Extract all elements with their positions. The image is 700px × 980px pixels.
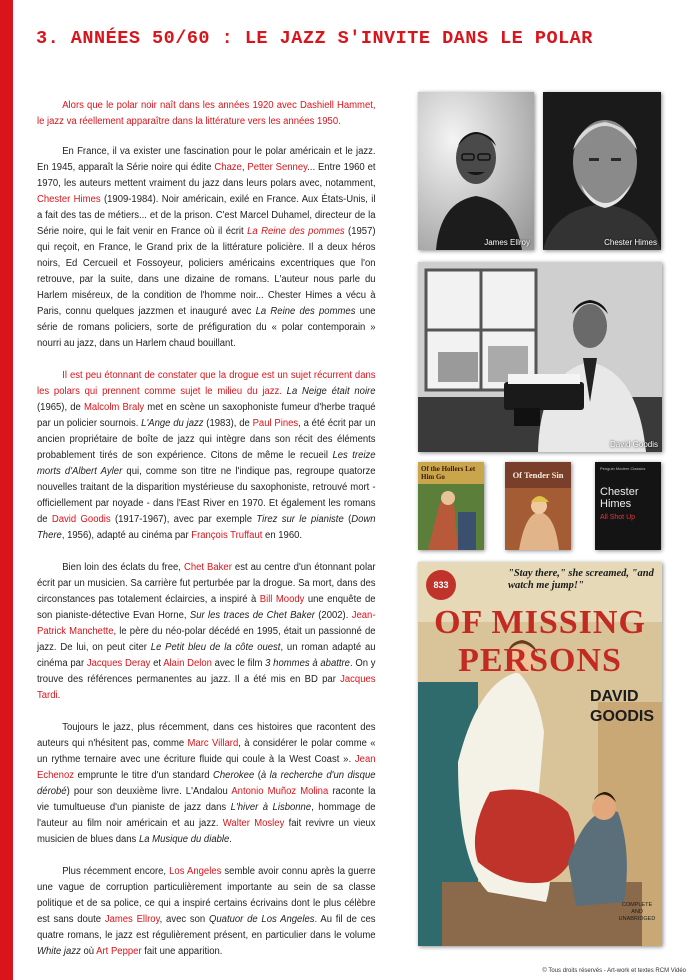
link-paul-pines[interactable]: Paul Pines: [252, 418, 299, 429]
photo-caption: David Goodis: [609, 440, 658, 449]
link-jean-patrick-manchette[interactable]: Jean-Patrick Manchette: [37, 610, 376, 637]
cover-title: All Shot Up: [600, 514, 636, 521]
poster-badge: 833: [426, 570, 456, 600]
photo-david-goodis: [418, 262, 662, 452]
poster-of-missing-persons: [418, 562, 662, 946]
photo-james-ellroy: [418, 92, 534, 250]
paragraph-5: Plus récemment encore, Los Angeles semble avoir connu après la guerre une vague de corruption particulièrement importante au sein de sa classe politique et de sa police, ce qui a inspiré certains écrivains dont le plus célèbre est sans doute James Ellroy, avec son Quatuor de Los Angeles. Au fil de ces quatre romans, le jazz est régulièrement présent, en particulier dans le volume White jazz où Art Pepper fait une apparition.: [37, 866, 376, 957]
left-accent-bar: [0, 0, 13, 980]
paragraph-3: Bien loin des éclats du free, Chet Baker est au centre d'un étonnant polar écrit par un musicien. Sa carrière fut perturbée par la drogue. Sa mort, dans des circonstances pas totalement éclaircies, a inspiré à Bill Moody une enquête de son pianiste-détective Evan Horne, Sur les traces de Chet Baker (2002). Jean-Patrick Manchette, le père du néo-polar décédé en 1995, était un passionné de jazz. De lui, on peut citer Le Petit bleu de la côte ouest, un roman adapté au cinéma par Jacques Deray et Alain Delon avec le film 3 hommes à abattre. On y trouve des références permanentes au jazz. Il a été mis en BD par Jacques Tardi.: [37, 562, 376, 701]
photo-chester-himes: [543, 92, 661, 250]
book-cover-3: [595, 462, 661, 550]
paragraph-4: Toujours le jazz, plus récemment, dans ces histoires que racontent des auteurs qui n'hésitent pas, comme Marc Villard, à considérer le polar comme « un rythme ternaire avec une écriture fluide qui coule à la West Coast ». Jean Echenoz emprunte le titre d'un standard Cherokee (à la recherche d'un disque dérobé) pour son deuxième livre. L'Andalou Antonio Muñoz Molina raconte la vie tumultueuse d'un pianiste de jazz dans L'hiver à Lisbonne, hommage de l'auteur au film noir américain et au jazz. Walter Mosley fait revivre un vieux musicien de blues dans La Musique du diable.: [37, 722, 376, 845]
poster-title-line2: PERSONS: [458, 642, 622, 679]
cover-publisher-tag: Penguin Modern Classics: [600, 466, 646, 471]
book-cover-2: [505, 462, 571, 550]
poster-author-line1: DAVID: [590, 688, 639, 705]
link-alain-delon[interactable]: Alain Delon: [163, 658, 212, 669]
cover-title: Of Tender Sin: [512, 470, 564, 480]
link-francois-truffaut[interactable]: François Truffaut: [191, 530, 263, 541]
link-reine-des-pommes[interactable]: La Reine des pommes: [247, 226, 345, 237]
poster-note-line2: AND: [631, 909, 643, 915]
book-title: La Reine des pommes: [255, 306, 356, 317]
poster-note-line1: COMPLETE: [621, 902, 653, 908]
portrait-image: [418, 262, 662, 452]
poster-quote: "Stay there," she screamed, "and watch me jump!": [508, 568, 654, 591]
link-malcolm-braly[interactable]: Malcolm Braly: [83, 402, 145, 413]
link-bill-moody[interactable]: Bill Moody: [259, 594, 305, 605]
photo-caption: Chester Himes: [604, 238, 657, 247]
link-jacques-tardi[interactable]: Jacques Tardi: [37, 674, 376, 701]
page-title: 3. ANNÉES 50/60 : LE JAZZ S'INVITE DANS LE POLAR: [36, 28, 593, 49]
cover-author: Chester Himes: [600, 486, 639, 510]
poster-note-line3: UNABRIDGED: [618, 916, 656, 922]
intro-paragraph: Alors que le polar noir naît dans les années 1920 avec Dashiell Hammet, le jazz va réellement apparaître dans la littérature vers les années 1950.: [37, 100, 376, 127]
book-cover-1: [418, 462, 484, 550]
link-james-ellroy[interactable]: James Ellroy: [104, 914, 160, 925]
link-chaze[interactable]: Chaze: [214, 162, 242, 173]
link-los-angeles[interactable]: Los Angeles: [169, 866, 222, 877]
link-walter-mosley[interactable]: Walter Mosley: [222, 818, 285, 829]
link-antonio-munoz-molina[interactable]: Antonio Muñoz Molina: [231, 786, 329, 797]
portrait-image: [418, 92, 534, 250]
paragraph-1: En France, il va exister une fascination pour le polar américain et le jazz. En 1945, apparaît la Série noire qui édite Chaze, Petter Senney... Entre 1960 et 1970, les auteurs mettent vraiment du jazz dans leurs polars avec, notamment, Chester Himes (1909-1984). Noir américain, exilé en France. Aux États-Unis, il a fait des tas de métiers... et de la prison. C'est Marcel Duhamel, directeur de la Série noire, qui le fait venir en France où il écrit La Reine des pommes (1957) qui reçoit, en France, le Grand prix de la littérature policière. Il a deux héros noirs, Ed Cercueil et Fossoyeur, policiers américains excentriques que l'on retrouve, par la suite, dans une dizaine de romans. L'auteur nous parle du Harlem miséreux, de la condition de l'homme noir... Chester Himes a vécu à Paris, connu quelques jazzmen et inauguré avec La Reine des pommes une série de romans policiers, sorte de préfiguration du « polar contemporain » nourri au jazz, dans un Harlem chaud bouillant.: [37, 146, 376, 349]
copyright-footer: © Tous droits réservés - Art-work et textes RCM Vidéo: [542, 968, 686, 974]
paragraph-2: Il est peu étonnant de constater que la drogue est un sujet récurrent dans les polars qui prennent comme sujet le milieu du jazz. La Neige était noire (1965), de Malcolm Braly met en scène un saxophoniste fumeur d'herbe traqué par un policier sournois. L'Ange du jazz (1983), de Paul Pines, a été écrit par un ancien propriétaire de boîte de jazz qui intègre dans son récit des éléments probablement tirés de son expérience. Citons de même le recueil Les treize morts d'Albert Ayler qui, comme son titre ne l'indique pas, regroupe quatorze nouvelles traitant de la disparition mystérieuse du saxophoniste, retrouvé mort - officiellement par noyade - dans l'East River en 1970. Et également les romans de David Goodis (1917-1967), avec par exemple Tirez sur le pianiste (Down There, 1956), adapté au cinéma par François Truffaut en 1960.: [37, 370, 376, 541]
link-david-goodis[interactable]: David Goodis: [51, 514, 111, 525]
link-jean-echenoz[interactable]: Jean Echenoz: [37, 754, 376, 781]
link-art-pepper[interactable]: Art Pepper: [96, 946, 142, 957]
portrait-image: [543, 92, 661, 250]
highlight-sentence: Il est peu étonnant de constater que la drogue est un sujet récurrent dans les polars qui prennent comme sujet le milieu du jazz.: [37, 370, 376, 397]
poster-author-line2: GOODIS: [590, 708, 655, 725]
photo-caption: James Ellroy: [484, 238, 530, 247]
poster-title-line1: OF MISSING: [434, 604, 646, 641]
link-jacques-deray[interactable]: Jacques Deray: [86, 658, 151, 669]
article-body: [37, 98, 376, 976]
cover-title: Of the Hollers Let Him Go: [421, 465, 476, 481]
link-chet-baker[interactable]: Chet Baker: [183, 562, 232, 573]
link-chester-himes[interactable]: Chester Himes: [37, 194, 101, 205]
link-petter-senney[interactable]: Petter Senney: [247, 162, 308, 173]
link-marc-villard[interactable]: Marc Villard: [187, 738, 239, 749]
